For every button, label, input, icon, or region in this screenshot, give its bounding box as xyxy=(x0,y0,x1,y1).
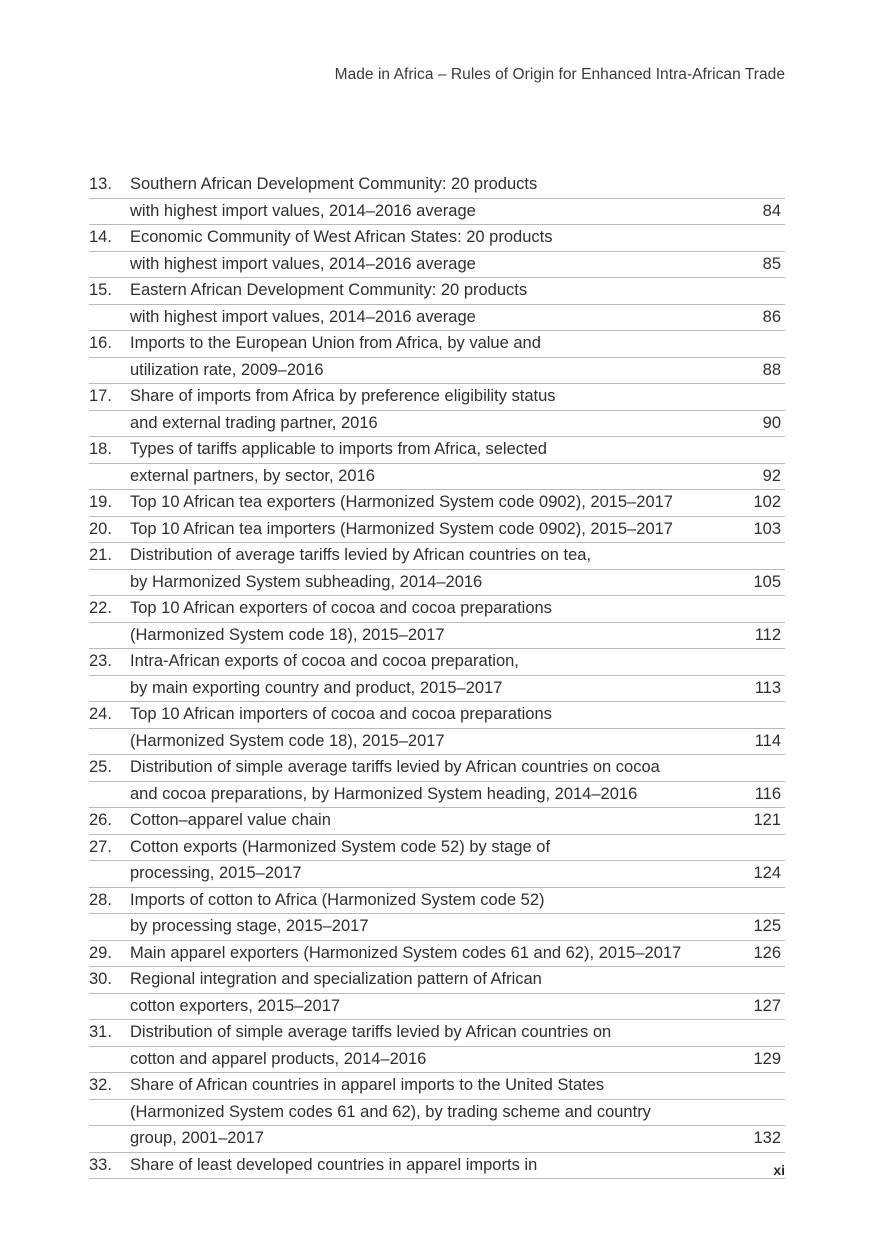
toc-entry-title-line: Distribution of simple average tariffs levied by African countries on xyxy=(130,1023,612,1041)
toc-entry-title-line: Top 10 African tea importers (Harmonized System code 0902), 2015–2017 xyxy=(130,519,673,538)
toc-entry-number: 28. xyxy=(89,890,112,909)
toc-entry-title-line: Top 10 African importers of cocoa and cocoa preparations xyxy=(130,705,552,723)
toc-entry-page-number: 114 xyxy=(754,731,781,750)
toc-entry-title-line: Distribution of simple average tariffs levied by African countries on cocoa xyxy=(130,758,660,776)
toc-entry-continuation xyxy=(89,305,785,332)
toc-entry-number: 24. xyxy=(89,705,112,723)
toc-entry-title-line: Eastern African Development Community: 20 products xyxy=(130,281,528,299)
toc-entry-continuation xyxy=(89,1126,785,1153)
toc-entry-number: 32. xyxy=(89,1076,112,1094)
toc-entry-title-line: (Harmonized System codes 61 and 62), by trading scheme and country xyxy=(130,1102,651,1121)
toc-entry-number: 15. xyxy=(89,281,112,299)
toc-entry-title-line: Imports of cotton to Africa (Harmonized System code 52) xyxy=(130,890,545,909)
toc-entry-title-line: Share of imports from Africa by preference eligibility status xyxy=(130,387,556,405)
toc-entry-title-line: cotton and apparel products, 2014–2016 xyxy=(130,1049,427,1068)
toc-entry-page-number: 124 xyxy=(753,864,781,882)
toc-entry-title-line: cotton exporters, 2015–2017 xyxy=(130,996,341,1015)
toc-entry-page-number: 85 xyxy=(762,254,781,273)
toc-entry xyxy=(89,702,785,729)
toc-entry-title-line: Cotton–apparel value chain xyxy=(130,811,331,829)
toc-entry-page-number: 88 xyxy=(762,360,781,379)
toc-entry-continuation xyxy=(89,1047,785,1074)
toc-entry xyxy=(89,384,785,411)
toc-entry-page-number: 86 xyxy=(762,307,781,326)
toc-entry-page-number: 121 xyxy=(753,811,781,829)
toc-entry-number: 20. xyxy=(89,519,112,538)
table-of-contents xyxy=(89,172,785,1179)
toc-entry xyxy=(89,517,785,544)
toc-entry-continuation xyxy=(89,199,785,226)
toc-entry-title-line: Economic Community of West African States: 20 products xyxy=(130,228,553,246)
toc-entry xyxy=(89,1020,785,1047)
toc-entry-title-line: by main exporting country and product, 2015–2017 xyxy=(130,678,503,697)
toc-entry-page-number: 126 xyxy=(753,943,781,962)
toc-entry xyxy=(89,543,785,570)
toc-entry-number: 25. xyxy=(89,758,112,776)
toc-entry-title-line: Regional integration and specialization pattern of African xyxy=(130,970,542,988)
toc-entry-title-line: Share of African countries in apparel imports to the United States xyxy=(130,1076,605,1094)
toc-entry-title-line: external partners, by sector, 2016 xyxy=(130,466,375,485)
toc-entry-continuation xyxy=(89,464,785,491)
toc-entry-continuation xyxy=(89,411,785,438)
toc-entry-number: 31. xyxy=(89,1023,112,1041)
toc-entry-continuation xyxy=(89,358,785,385)
toc-entry-number: 13. xyxy=(89,175,112,193)
toc-entry xyxy=(89,331,785,358)
toc-entry xyxy=(89,835,785,862)
toc-entry-title-line: Main apparel exporters (Harmonized System codes 61 and 62), 2015–2017 xyxy=(130,943,682,962)
toc-entry-title-line: group, 2001–2017 xyxy=(130,1129,264,1147)
toc-entry-title-line: by processing stage, 2015–2017 xyxy=(130,917,369,935)
toc-entry-continuation xyxy=(89,914,785,941)
toc-entry-title-line: (Harmonized System code 18), 2015–2017 xyxy=(130,731,445,750)
toc-entry xyxy=(89,278,785,305)
toc-entry-number: 22. xyxy=(89,599,112,617)
toc-entry-continuation xyxy=(89,623,785,650)
toc-entry-page-number: 84 xyxy=(762,201,781,220)
toc-entry-page-number: 113 xyxy=(754,678,781,697)
toc-entry xyxy=(89,490,785,517)
toc-entry-continuation xyxy=(89,729,785,756)
toc-entry-number: 14. xyxy=(89,228,112,246)
toc-entry-page-number: 102 xyxy=(753,493,781,511)
toc-entry xyxy=(89,649,785,676)
toc-entry-page-number: 127 xyxy=(753,996,781,1015)
toc-entry-title-line: Cotton exports (Harmonized System code 52) by stage of xyxy=(130,837,551,856)
toc-entry xyxy=(89,941,785,968)
toc-entry-continuation xyxy=(89,570,785,597)
toc-entry-continuation xyxy=(89,861,785,888)
toc-entry-title-line: by Harmonized System subheading, 2014–2016 xyxy=(130,572,483,591)
toc-entry-title-line: Distribution of average tariffs levied by African countries on tea, xyxy=(130,546,592,564)
toc-entry-title-line: Types of tariffs applicable to imports from Africa, selected xyxy=(130,440,547,458)
running-head-title: Made in Africa – Rules of Origin for Enhanced Intra-African Trade xyxy=(334,66,785,83)
toc-entry-continuation xyxy=(89,1100,785,1127)
toc-entry xyxy=(89,755,785,782)
toc-entry-title-line: with highest import values, 2014–2016 average xyxy=(130,254,476,273)
toc-entry-title-line: processing, 2015–2017 xyxy=(130,864,302,882)
toc-entry-title-line: Southern African Development Community: 20 products xyxy=(130,175,538,193)
toc-entry-number: 26. xyxy=(89,811,112,829)
toc-entry xyxy=(89,967,785,994)
toc-entry-title-line: Imports to the European Union from Africa, by value and xyxy=(130,334,541,352)
toc-entry-number: 21. xyxy=(89,546,112,564)
toc-entry xyxy=(89,437,785,464)
toc-entry-title-line: with highest import values, 2014–2016 average xyxy=(130,307,476,326)
toc-entry-page-number: 112 xyxy=(754,625,781,644)
toc-entry-page-number: 125 xyxy=(753,917,781,935)
toc-entry xyxy=(89,1073,785,1100)
toc-entry-number: 33. xyxy=(89,1155,112,1174)
toc-entry xyxy=(89,225,785,252)
toc-entry-title-line: with highest import values, 2014–2016 average xyxy=(130,201,476,220)
toc-entry-title-line: Share of least developed countries in apparel imports in xyxy=(130,1155,538,1174)
toc-entry-title-line: and external trading partner, 2016 xyxy=(130,413,378,432)
toc-entry-page-number: 90 xyxy=(762,413,781,432)
toc-entry-title-line: Intra-African exports of cocoa and cocoa preparation, xyxy=(130,652,519,670)
toc-entry-number: 18. xyxy=(89,440,112,458)
toc-entry-number: 29. xyxy=(89,943,112,962)
toc-entry-title-line: Top 10 African exporters of cocoa and cocoa preparations xyxy=(130,599,552,617)
toc-entry-page-number: 116 xyxy=(754,784,781,803)
toc-entry-title-line: (Harmonized System code 18), 2015–2017 xyxy=(130,625,445,644)
page-number: xi xyxy=(773,1162,785,1178)
toc-entry-number: 17. xyxy=(89,387,112,405)
toc-entry-continuation xyxy=(89,676,785,703)
toc-entry-page-number: 105 xyxy=(753,572,781,591)
toc-entry-page-number: 132 xyxy=(753,1129,781,1147)
toc-entry-continuation xyxy=(89,252,785,279)
toc-entry-title-line: and cocoa preparations, by Harmonized System heading, 2014–2016 xyxy=(130,784,638,803)
toc-entry-continuation xyxy=(89,994,785,1021)
toc-entry-continuation xyxy=(89,782,785,809)
toc-entry-title-line: utilization rate, 2009–2016 xyxy=(130,360,324,379)
toc-entry-number: 23. xyxy=(89,652,112,670)
toc-entry xyxy=(89,808,785,835)
toc-entry xyxy=(89,1153,785,1180)
toc-entry-page-number: 103 xyxy=(753,519,781,538)
toc-entry xyxy=(89,172,785,199)
toc-entry xyxy=(89,888,785,915)
toc-entry-page-number: 92 xyxy=(762,466,781,485)
toc-entry-number: 19. xyxy=(89,493,112,511)
toc-entry-page-number: 129 xyxy=(753,1049,781,1068)
toc-entry-number: 30. xyxy=(89,970,112,988)
toc-entry-title-line: Top 10 African tea exporters (Harmonized System code 0902), 2015–2017 xyxy=(130,493,673,511)
toc-entry xyxy=(89,596,785,623)
toc-entry-number: 27. xyxy=(89,837,112,856)
toc-entry-number: 16. xyxy=(89,334,112,352)
